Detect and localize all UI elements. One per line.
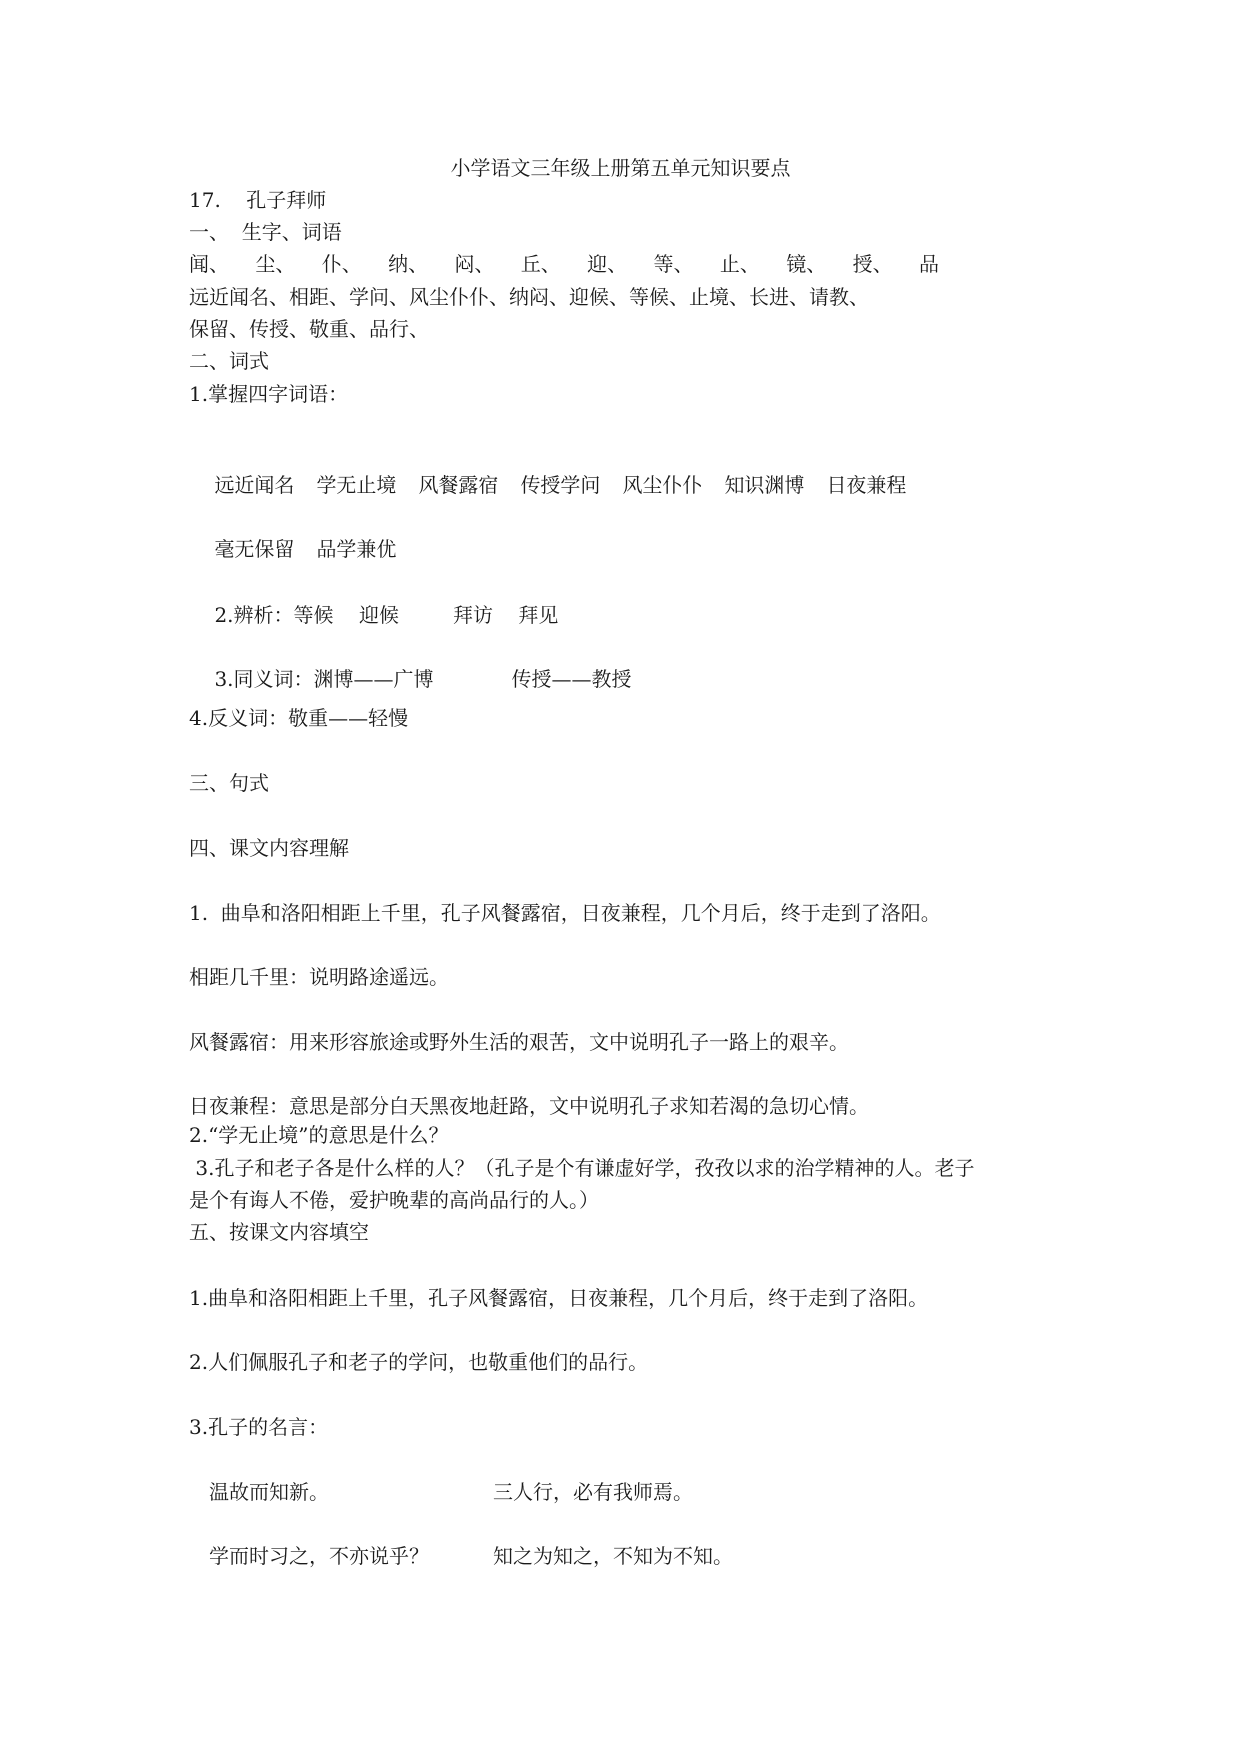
fill-blank-2: 2.人们佩服孔子和老子的学问，也敬重他们的品行。 bbox=[189, 1350, 649, 1374]
question-1: 1. 曲阜和洛阳相距上千里，孔子风餐露宿，日夜兼程，几个月后，终于走到了洛阳。 bbox=[189, 901, 941, 925]
antonyms-line: 4.反义词：敬重——轻慢 bbox=[189, 706, 409, 730]
new-char: 丘、 bbox=[520, 252, 561, 276]
idiom: 风餐露宿 bbox=[418, 473, 499, 497]
synonym-pair: 渊博——广博 bbox=[313, 667, 434, 691]
analysis-pair: 拜访 拜见 bbox=[452, 603, 559, 627]
new-char: 闻、 bbox=[189, 252, 229, 276]
analysis-pair: 等候 迎候 bbox=[293, 603, 399, 627]
question-1-note: 日夜兼程：意思是部分白天黑夜地赶路，文中说明孔子求知若渴的急切心情。 bbox=[189, 1094, 869, 1118]
quote: 知之为知之，不知为不知。 bbox=[493, 1544, 733, 1568]
question-2: 2.“学无止境”的意思是什么？ bbox=[189, 1123, 449, 1147]
section-3-heading: 三、句式 bbox=[189, 771, 269, 795]
section-2-heading: 二、词式 bbox=[189, 349, 269, 373]
idiom: 学无止境 bbox=[316, 473, 397, 497]
quote: 三人行，必有我师焉。 bbox=[493, 1480, 693, 1504]
document-title: 小学语文三年级上册第五单元知识要点 bbox=[450, 156, 791, 180]
section-5-heading: 五、按课文内容填空 bbox=[189, 1220, 369, 1244]
new-char: 镜、 bbox=[786, 252, 827, 276]
question-1-note: 相距几千里：说明路途遥远。 bbox=[189, 965, 449, 989]
fill-blank-1: 1.曲阜和洛阳相距上千里，孔子风餐露宿，日夜兼程，几个月后，终于走到了洛阳。 bbox=[189, 1286, 929, 1310]
quote: 温故而知新。 bbox=[209, 1480, 329, 1504]
idioms-label: 1.掌握四字词语： bbox=[189, 382, 349, 406]
words-line-1: 远近闻名、相距、学问、风尘仆仆、纳闷、迎候、等候、止境、长进、请教、 bbox=[189, 285, 869, 309]
idiom: 毫无保留 bbox=[214, 537, 295, 561]
new-char: 止、 bbox=[719, 252, 760, 276]
idiom: 品学兼优 bbox=[316, 537, 397, 561]
idiom: 知识渊博 bbox=[724, 473, 805, 497]
words-line-2: 保留、传授、敬重、品行、 bbox=[189, 317, 429, 341]
new-char: 迎、 bbox=[587, 252, 628, 276]
new-char: 仆、 bbox=[321, 252, 362, 276]
idiom: 日夜兼程 bbox=[826, 473, 907, 497]
idiom: 风尘仆仆 bbox=[622, 473, 703, 497]
new-char: 授、 bbox=[852, 252, 893, 276]
idiom: 传授学问 bbox=[520, 473, 601, 497]
synonym-pair: 传授——教授 bbox=[511, 667, 632, 691]
new-char: 尘、 bbox=[255, 252, 296, 276]
new-char: 纳、 bbox=[388, 252, 429, 276]
new-char: 等、 bbox=[653, 252, 694, 276]
new-characters-list bbox=[189, 251, 939, 277]
new-char: 闷、 bbox=[454, 252, 495, 276]
synonyms-label: 3.同义词： bbox=[214, 667, 314, 691]
question-3-line-2: 是个有诲人不倦，爱护晚辈的高尚品行的人。） bbox=[189, 1188, 599, 1212]
quote: 学而时习之，不亦说乎？ bbox=[209, 1544, 429, 1568]
analysis-label: 2.辨析： bbox=[214, 603, 294, 627]
lesson-heading: 17. 孔子拜师 bbox=[189, 188, 327, 212]
idiom: 远近闻名 bbox=[214, 473, 295, 497]
section-1-heading: 一、 生字、词语 bbox=[189, 220, 342, 244]
section-4-heading: 四、课文内容理解 bbox=[189, 836, 349, 860]
new-char: 品 bbox=[918, 252, 939, 276]
fill-blank-3-label: 3.孔子的名言： bbox=[189, 1415, 329, 1439]
question-3-line-1: 3.孔子和老子各是什么样的人？（孔子是个有谦虚好学，孜孜以求的治学精神的人。老子 bbox=[189, 1156, 975, 1180]
question-1-note: 风餐露宿：用来形容旅途或野外生活的艰苦，文中说明孔子一路上的艰辛。 bbox=[189, 1030, 849, 1054]
